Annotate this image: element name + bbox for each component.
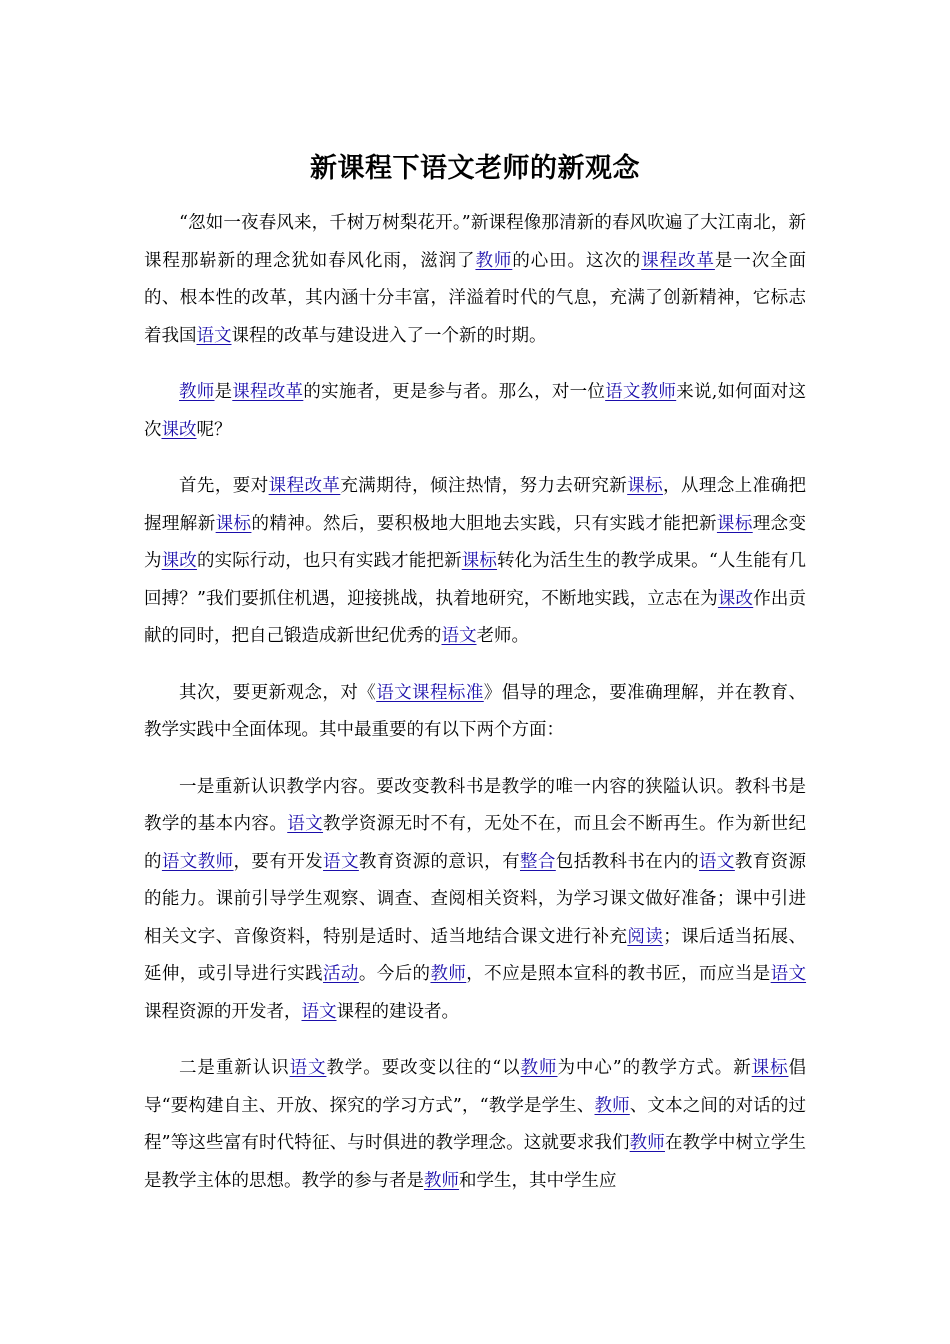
inline-link[interactable]: 课标 [627,476,664,496]
text-run: 是一次全面的、根本性的改革，其内涵十分丰富，洋溢着时代的气息，充满了创新精神，它标志着我国 [144,250,807,346]
document-title: 新课程下语文老师的新观念 [310,153,640,185]
inline-link[interactable]: 语文 [323,851,359,872]
inline-link[interactable]: 课标 [215,513,252,534]
text-run: 作出贡献的同时，把自己锻造成新世纪优秀的 [144,588,807,646]
inline-link[interactable]: 教师 [475,250,513,271]
inline-link[interactable]: 教师 [424,1170,459,1191]
paragraph [144,1050,806,1200]
text-run: 。今后的 [358,964,431,984]
inline-link[interactable]: 课改 [717,588,754,609]
text-run: 课程资源的开发者， [144,1001,302,1022]
inline-link[interactable]: 课程改革 [641,250,715,271]
inline-link[interactable]: 教师 [520,1058,558,1078]
inline-link[interactable]: 教师 [594,1095,630,1116]
inline-link[interactable]: 活动 [323,964,359,984]
text-run: 转化为活生生的教学成果。“人生能有几回搏？”我们要抓住机遇，迎接挑战，执着地研究，不断地实践，立志在为 [144,551,807,609]
inline-link[interactable]: 语文 [196,325,232,346]
text-run: 教学。要改变以往的“以 [326,1058,521,1078]
text-run: 为中心”的教学方式。新 [557,1058,752,1078]
text-run: 其次，要更新观念，对《 [179,682,377,703]
text-run: 一是重新认识教学内容。要改变教科书是教学的唯一内容的狭隘认识。教科书是教学的基本内容。 [144,776,806,834]
inline-link[interactable]: 语文教师 [605,382,677,402]
text-run: 首先，要对 [179,476,269,496]
text-run: 》倡导的理念，要准确理解，并在教育、教学实践中全面体现。其中最重要的有以下两个方面： [144,682,807,740]
text-run: “忽如一夜春风来，千树万树梨花开。”新课程像那清新的春风吹遍了大江南北，新课程那崭新的理念犹如春风化雨，滋润了 [144,213,806,271]
paragraph [144,468,806,656]
text-run: 课程的改革与建设进入了一个新的时期。 [231,325,547,346]
text-run: 的精神。然后，要积极地大胆地去实践，只有实践才能把新 [251,513,717,534]
text-run: ，从理念上准确把握理解新 [144,476,807,534]
inline-link[interactable]: 课程改革 [268,476,341,496]
inline-link[interactable]: 课标 [751,1058,789,1078]
inline-link[interactable]: 教师 [430,964,467,984]
inline-link[interactable]: 课改 [161,419,197,440]
text-run: 倡导“要构建自主、开放、探究的学习方式”，“教学是学生、 [144,1058,806,1116]
inline-link[interactable]: 语文 [301,1001,337,1022]
inline-link[interactable]: 课标 [461,551,498,571]
inline-link[interactable]: 语文课程标准 [376,682,484,703]
inline-link[interactable]: 教师 [629,1133,665,1153]
text-run: 来说,如何面对这次 [144,382,807,440]
text-run: 呢？ [196,419,232,440]
text-run: 的实际行动，也只有实践才能把新 [196,551,462,571]
text-run: 教学资源无时不有，无处不在，而且会不断再生。作为新世纪的 [144,814,807,872]
paragraph [144,769,806,1032]
inline-link[interactable]: 语文 [287,814,324,834]
text-run: 教育资源的能力。课前引导学生观察、调查、查阅相关资料，为学习课文做好准备；课中引进相关文字、音像资料，特别是适时、适当地结合课文进行补充 [144,851,807,947]
inline-link[interactable]: 教师 [179,382,215,402]
text-run: 在教学中树立学生是教学主体的思想。教学的参与者是 [144,1133,807,1191]
inline-link[interactable]: 课标 [716,513,753,534]
inline-link[interactable]: 课改 [161,551,197,571]
inline-link[interactable]: 课程改革 [232,382,304,402]
text-run: 课程的建设者。 [336,1001,459,1022]
text-run: ，不应是照本宣科的教书匠，而应当是 [466,964,771,984]
text-run: 老师。 [476,626,529,646]
paragraph [144,205,806,355]
inline-link[interactable]: 语文 [289,1058,327,1078]
text-run: 理念变为 [144,513,807,571]
text-run: 充满期待，倾注热情，努力去研究新 [340,476,628,496]
text-run: 是 [214,382,233,402]
text-run: 二是重新认识 [179,1058,290,1078]
text-run: 教育资源的意识，有 [358,851,520,872]
inline-link[interactable]: 整合 [519,851,556,872]
text-run: 和学生，其中学生应 [459,1170,617,1191]
text-run: 包括教科书在内的 [555,851,700,872]
inline-link[interactable]: 语文 [770,964,807,984]
inline-link[interactable]: 阅读 [627,926,664,947]
text-run: ，要有开发 [233,851,324,872]
paragraph [144,675,806,750]
text-run: 的心田。这次的 [512,250,642,271]
text-run: ；课后适当拓展、延伸，或引导进行实践 [144,926,807,984]
inline-link[interactable]: 语文教师 [161,851,234,872]
paragraph [144,374,806,449]
inline-link[interactable]: 语文 [441,626,477,646]
text-run: 的实施者，更是参与者。那么，对一位 [303,382,606,402]
document-body [144,205,806,1219]
inline-link[interactable]: 语文 [699,851,735,872]
text-run: 、文本之间的对话的过程”等这些富有时代特征、与时俱进的教学理念。这就要求我们 [144,1095,807,1153]
